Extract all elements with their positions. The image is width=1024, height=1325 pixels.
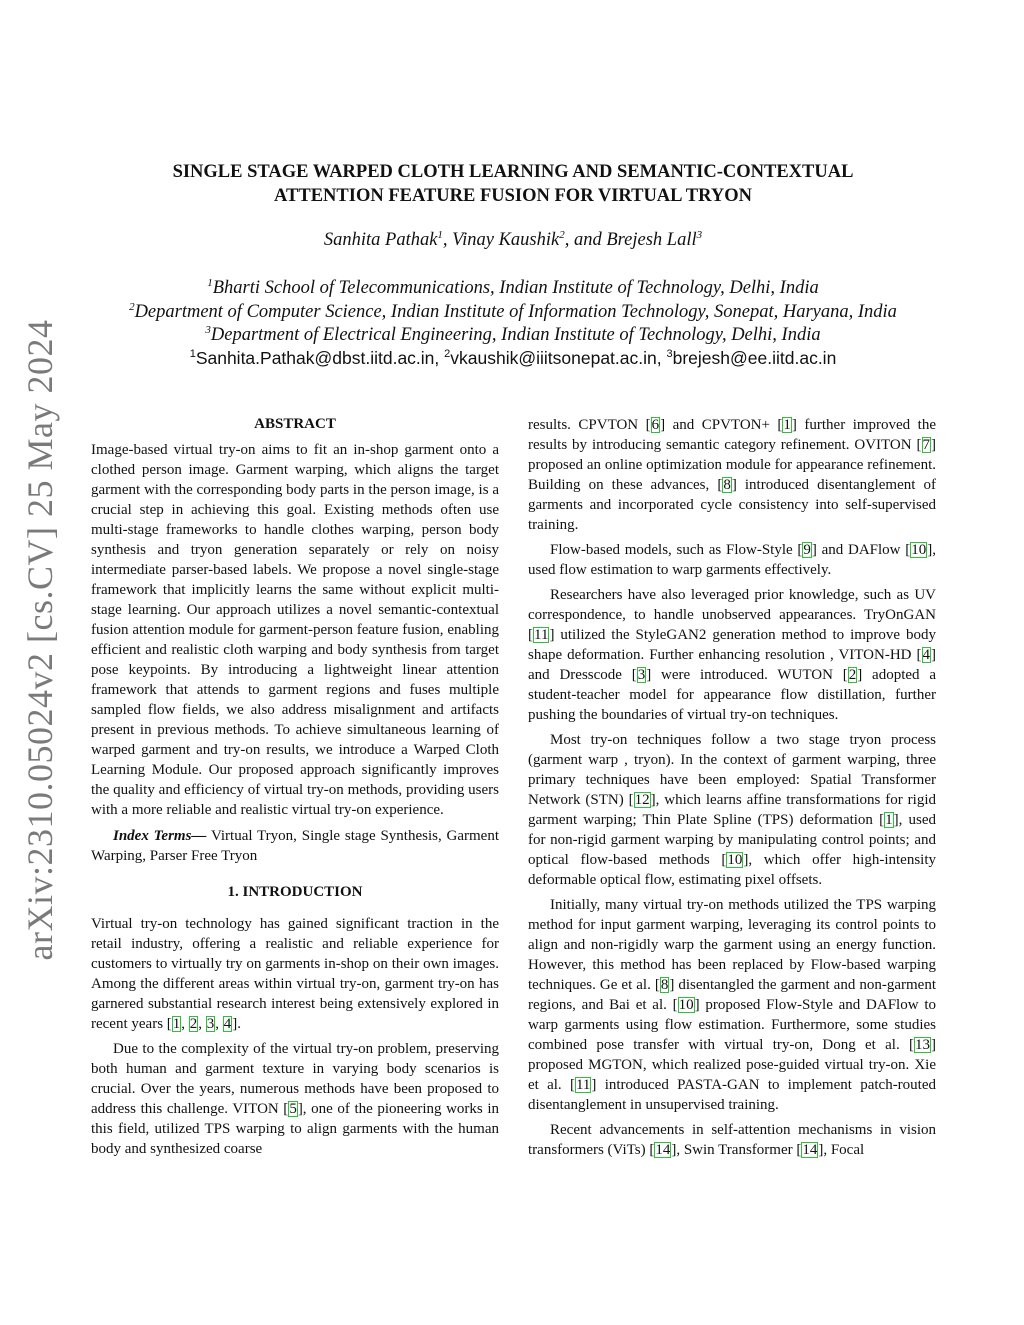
affiliation-1-text: Bharti School of Telecommunications, Indian Institute of Technology, Delhi, India: [212, 278, 819, 298]
citation-link[interactable]: 10: [911, 542, 927, 558]
intro-p2-text: Due to the complexity of the virtual try-on problem, preserving both human and garment texture in varying body scenarios is crucial. Over the years, numerous methods have been proposed to address this challenge. VITON [: [91, 1041, 499, 1117]
text-segment: ], Swin Transformer [: [671, 1142, 802, 1158]
text-segment: ], used flow estimation to warp garments effectively.: [528, 542, 936, 578]
paper-title: [100, 160, 926, 208]
citation-link[interactable]: 3: [637, 667, 646, 683]
author-3: , and Brejesh Lall: [564, 230, 697, 250]
author-list: [100, 230, 926, 251]
text-segment: ], used for non-rigid garment warping by manipulating control points; and optical flow-based methods [: [528, 812, 936, 868]
citation-link[interactable]: 13: [915, 1037, 930, 1053]
author-1-sup: 1: [437, 229, 443, 241]
text-segment: ], which learns affine transformations for rigid garment warping; Thin Plate Spline (TPS) deformation [: [528, 792, 936, 828]
text-segment: ] proposed MGTON, which realized pose-guided virtual try-on. Xie et al. [: [528, 1037, 936, 1093]
affiliation-3-sup: 3: [205, 324, 211, 336]
title-line-2: ATTENTION FEATURE FUSION FOR VIRTUAL TRYON: [274, 186, 752, 206]
intro-p1-end: ].: [232, 1016, 242, 1032]
affiliation-3-text: Department of Electrical Engineering, Indian Institute of Technology, Delhi, India: [210, 325, 821, 345]
citation-link[interactable]: 9: [803, 542, 811, 558]
citation-link[interactable]: 14: [802, 1142, 818, 1158]
text-segment: ] disentangled the garment and non-garment regions, and Bai et al. [: [528, 977, 936, 1013]
intro-paragraph-1: Virtual try-on technology has gained significant traction in the retail industry, offering a realistic and reliable experience for customers to virtually try on garments in-shop on their own images. Among the different areas within virtual try-on, garment try-on has garnered substantial research interest being extensively explored in recent years [1, 2, 3, 4].: [91, 916, 499, 1032]
text-segment: Researchers have also leveraged prior knowledge, such as UV correspondence, to handle unobserved appearances. TryOnGAN [: [528, 587, 936, 643]
citation-link[interactable]: 8: [660, 977, 669, 993]
text-segment: ] proposed Flow-Style and DAFlow to warp garments using flow estimation. Furthermore, some studies combined pose transfer with virtual try-on, Dong et al. [: [528, 997, 936, 1053]
right-paragraph-1: [528, 415, 936, 535]
citation-link[interactable]: 2: [848, 667, 857, 683]
text-segment: ] utilized the StyleGAN2 generation method to improve body shape deformation. Further enhancing resolution , VITON-HD [: [528, 627, 936, 663]
intro-p2-end: ], one of the pioneering works in this field, utilized TPS warping to align garments with the human body and synthesized coarse: [91, 1101, 500, 1157]
right-paragraph-3: [528, 585, 936, 725]
right-paragraph-5: [528, 895, 936, 1115]
right-column: [528, 415, 936, 1160]
citation-link[interactable]: 3: [206, 1016, 215, 1032]
title-line-1: SINGLE STAGE WARPED CLOTH LEARNING AND SEMANTIC-CONTEXTUAL: [172, 162, 854, 182]
right-paragraph-6: [528, 1120, 936, 1160]
index-terms-label: Index Terms—: [113, 828, 207, 844]
author-2: , Vinay Kaushik: [442, 230, 560, 250]
email-2-sup: 2: [444, 348, 451, 360]
text-segment: results. CPVTON [: [528, 417, 651, 433]
citation-link[interactable]: 2: [189, 1016, 198, 1032]
affiliations: [90, 277, 936, 348]
author-2-sup: 2: [559, 229, 565, 241]
author-3-sup: 3: [696, 229, 703, 241]
text-segment: Recent advancements in self-attention mechanisms in vision transformers (ViTs) [: [528, 1122, 936, 1158]
citation-link[interactable]: 12: [634, 792, 650, 808]
citation-link[interactable]: 1: [885, 812, 893, 828]
text-segment: ] adopted a student-teacher model for appearance flow distillation, further pushing the boundaries of virtual try-on techniques.: [528, 667, 936, 723]
email-3: brejesh@ee.iitd.ac.in: [672, 348, 837, 368]
affiliation-3: [90, 324, 936, 348]
text-segment: ], which offer high-intensity deformable optical flow, estimating pixel offsets.: [528, 852, 936, 888]
affiliation-2: [90, 301, 936, 325]
citation-link[interactable]: 4: [223, 1016, 232, 1032]
citation-link[interactable]: 4: [922, 647, 930, 663]
citation-link[interactable]: 6: [651, 417, 660, 433]
index-terms: [91, 826, 499, 866]
intro-paragraph-2: [91, 1039, 499, 1159]
citation-link[interactable]: 11: [575, 1077, 591, 1093]
citation-link[interactable]: 14: [655, 1142, 671, 1158]
abstract-body: Image-based virtual try-on aims to fit an in-shop garment onto a clothed person image. Garment warping, which aligns the target garment with the corresponding body parts in the person image, is a crucial step in achieving this goal. Existing methods often use multi-stage frameworks to handle clothes warping, person body synthesis and tryon generation separately or rely on noisy intermediate parser-based labels. We propose a novel single-stage framework that implicitly learns the same without explicit multi-stage learning. Our approach utilizes a novel semantic-contextual fusion attention module for garment-person feature fusion, enabling efficient and realistic cloth warping and body synthesis from target pose keypoints. By introducing a lightweight linear attention framework that attends to garment regions and fuses multiple sampled flow fields, we also address misalignment and artifacts present in previous methods. To achieve simultaneous learning of warped garment and try-on results, we introduce a Warped Cloth Learning Module. Our proposed approach significantly improves the quality and efficiency of virtual try-on methods, providing users with a more reliable and realistic virtual try-on experience.: [91, 442, 499, 818]
email-3-sup: 3: [666, 348, 673, 360]
text-segment: ] introduced disentanglement of garments and incorporated cycle consistency into self-supervised training.: [528, 477, 936, 533]
email-1-sup: 1: [189, 348, 196, 360]
arxiv-identifier: [0, 319, 80, 961]
citation-link[interactable]: 7: [922, 437, 930, 453]
citation-link[interactable]: 11: [534, 627, 549, 643]
text-segment: ], Focal: [818, 1142, 865, 1158]
email-2: vkaushik@iiitsonepat.ac.in,: [450, 348, 667, 368]
affiliation-1: [90, 277, 936, 301]
text-segment: Flow-based models, such as Flow-Style [: [550, 542, 803, 558]
citation-link[interactable]: 10: [727, 852, 743, 868]
abstract-heading: ABSTRACT: [254, 416, 336, 432]
text-segment: ] introduced PASTA-GAN to implement patch-routed disentanglement in unsupervised training.: [528, 1077, 937, 1113]
affiliation-1-sup: 1: [207, 277, 213, 289]
text-segment: ] and DAFlow [: [811, 542, 911, 558]
left-column: [91, 414, 499, 1159]
author-emails: [90, 348, 936, 369]
arxiv-id-text: arXiv:2310.05024v2 [cs.CV] 25 May 2024: [20, 319, 60, 961]
text-segment: ] and Dresscode [: [528, 647, 936, 683]
text-segment: ] and CPVTON+ [: [660, 417, 783, 433]
citation-link[interactable]: 1: [783, 417, 791, 433]
index-terms-text: Virtual Tryon, Single stage Synthesis, Garment Warping, Parser Free Tryon: [91, 828, 499, 864]
intro-p1-text: Virtual try-on technology has gained significant traction in the retail industry, offering a realistic and reliable experience for customers to virtually try on garments in-shop on their own images. Among the different areas within virtual try-on, garment try-on has garnered substantial research interest being extensively explored in recent years [: [91, 916, 499, 1032]
citation-link[interactable]: 10: [678, 997, 694, 1013]
email-1: Sanhita.Pathak@dbst.iitd.ac.in,: [195, 348, 445, 368]
citation-link[interactable]: 8: [723, 477, 731, 493]
affiliation-2-text: Department of Computer Science, Indian Institute of Information Technology, Sonepat, Haryana, India: [134, 301, 897, 322]
text-segment: Initially, many virtual try-on methods utilized the TPS warping method for input garment warping, leveraging its control points to align and non-rigidly warp the garment using an energy function. However, this method has been replaced by Flow-based warping techniques. Ge et al. [: [528, 897, 936, 993]
text-segment: Most try-on techniques follow a two stage tryon process (garment warp , tryon). In the context of garment warping, three primary techniques have been employed: Spatial Transformer Network (STN) [: [528, 732, 936, 808]
right-paragraph-4: [528, 730, 936, 890]
citation-link[interactable]: 5: [289, 1101, 297, 1117]
introduction-heading: 1. INTRODUCTION: [227, 884, 363, 900]
author-1: Sanhita Pathak: [323, 230, 438, 250]
citation-link[interactable]: 1: [172, 1016, 181, 1032]
right-paragraph-2: [528, 540, 936, 580]
text-segment: ] further improved the results by introducing semantic category refinement. OVITON [: [528, 417, 936, 453]
text-segment: ] proposed an online optimization module for appearance refinement. Building on these advances, [: [528, 437, 936, 493]
text-segment: ] were introduced. WUTON [: [646, 667, 848, 683]
affiliation-2-sup: 2: [129, 300, 135, 313]
